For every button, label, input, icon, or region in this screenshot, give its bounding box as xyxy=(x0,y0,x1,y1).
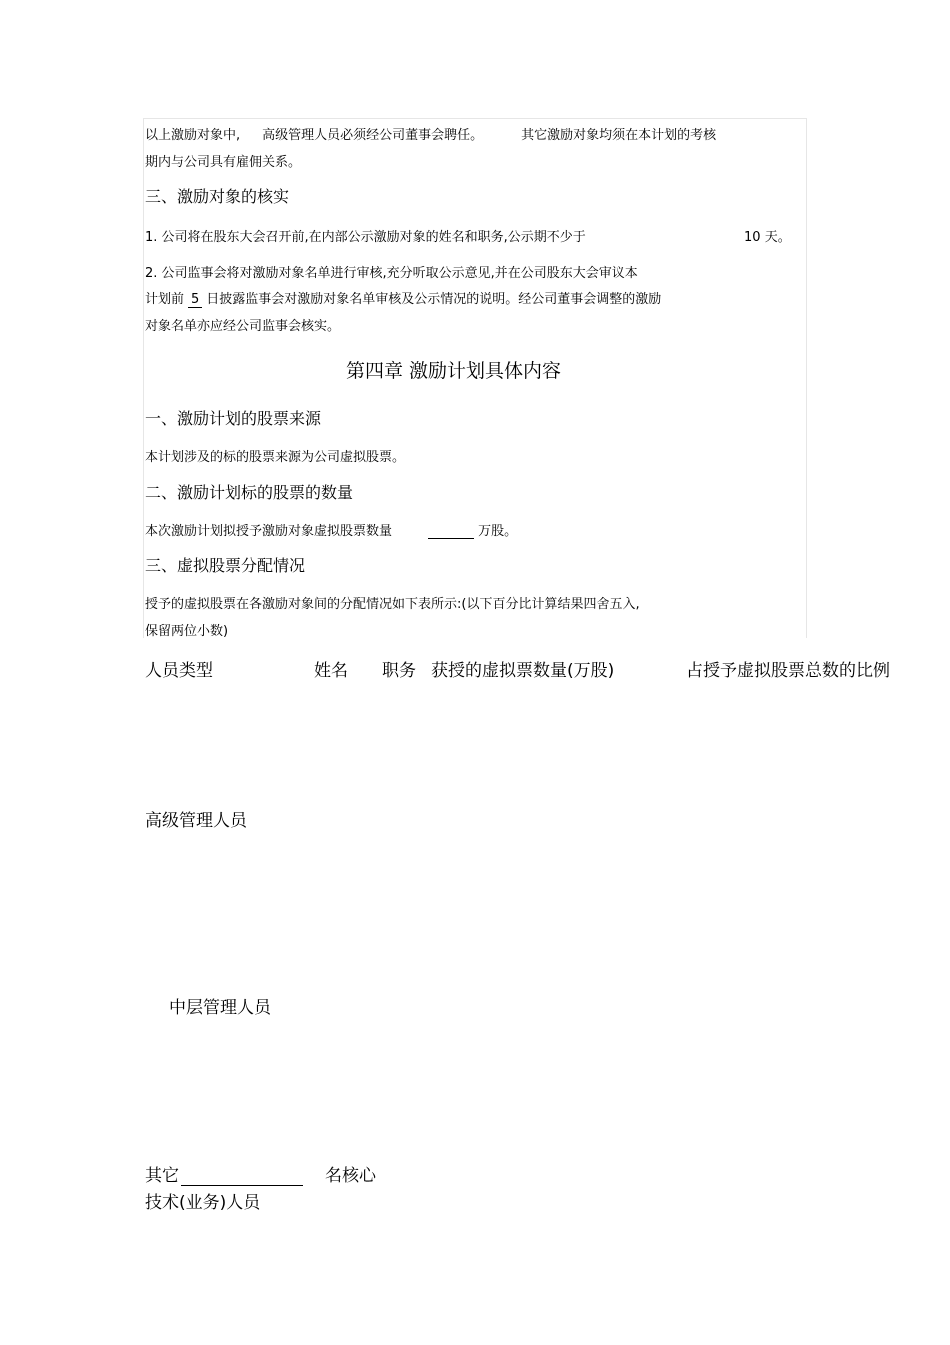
item-2-prefix: 计划前 xyxy=(145,292,185,307)
row-other-line-1 xyxy=(145,1161,376,1186)
row-senior-management: 高级管理人员 xyxy=(145,811,247,831)
row-other-count-blank xyxy=(181,1168,303,1186)
row-other-line-2: 技术(业务)人员 xyxy=(145,1193,261,1213)
publicity-days-unit: 天。 xyxy=(764,230,791,245)
publicity-days: 10 xyxy=(744,230,761,245)
verification-heading: 三、激励对象的核实 xyxy=(145,187,290,206)
verification-item-2-line-3: 对象名单亦应经公司监事会核实。 xyxy=(145,319,341,334)
intro-line-1-part-b: 高级管理人员必须经公司董事会聘任。 xyxy=(262,128,484,143)
page-frame-left xyxy=(143,118,144,638)
verification-item-2-line-2 xyxy=(145,288,661,308)
disclosure-days: 5 xyxy=(188,292,202,308)
table-header-type: 人员类型 xyxy=(145,661,213,681)
row-middle-management: 中层管理人员 xyxy=(169,998,271,1018)
section-3-line-2: 保留两位小数) xyxy=(145,624,229,639)
page-frame-top xyxy=(143,118,806,119)
share-count-unit: 万股。 xyxy=(478,524,518,539)
page-frame-right xyxy=(806,118,807,638)
section-3-heading: 三、虚拟股票分配情况 xyxy=(145,556,306,575)
intro-line-1-part-c: 其它激励对象均须在本计划的考核 xyxy=(521,128,717,143)
share-count-blank xyxy=(428,523,474,539)
section-3-line-1: 授予的虚拟股票在各激励对象间的分配情况如下表所示:(以下百分比计算结果四舍五入, xyxy=(145,597,640,612)
row-other-core: 名核心 xyxy=(325,1166,376,1186)
intro-line-1-part-a: 以上激励对象中, xyxy=(145,128,241,143)
section-1-text: 本计划涉及的标的股票来源为公司虚拟股票。 xyxy=(145,450,406,465)
intro-line-2: 期内与公司具有雇佣关系。 xyxy=(145,155,302,170)
item-2-suffix: 日披露监事会对激励对象名单审核及公示情况的说明。经公司董事会调整的激励 xyxy=(206,292,662,307)
table-header-ratio: 占授予虚拟股票总数的比例 xyxy=(686,661,890,681)
intro-line-1 xyxy=(145,124,716,143)
verification-item-2-line-1: 2. 公司监事会将对激励对象名单进行审核,充分听取公示意见,并在公司股东大会审议本 xyxy=(145,266,638,281)
verification-item-1: 1. 公司将在股东大会召开前,在内部公示激励对象的姓名和职务,公示期不少于 xyxy=(145,230,586,245)
table-header-position: 职务 xyxy=(382,661,416,681)
chapter-title: 第四章 激励计划具体内容 xyxy=(346,360,562,382)
verification-item-1-tail xyxy=(744,226,791,245)
table-header-shares: 获授的虚拟票数量(万股) xyxy=(431,661,615,681)
table-header-name: 姓名 xyxy=(314,661,348,681)
row-other-label: 其它 xyxy=(145,1166,179,1186)
section-2-text xyxy=(145,520,517,539)
section-1-heading: 一、激励计划的股票来源 xyxy=(145,409,322,428)
section-2-heading: 二、激励计划标的股票的数量 xyxy=(145,483,354,502)
share-count-label: 本次激励计划拟授予激励对象虚拟股票数量 xyxy=(145,524,393,539)
